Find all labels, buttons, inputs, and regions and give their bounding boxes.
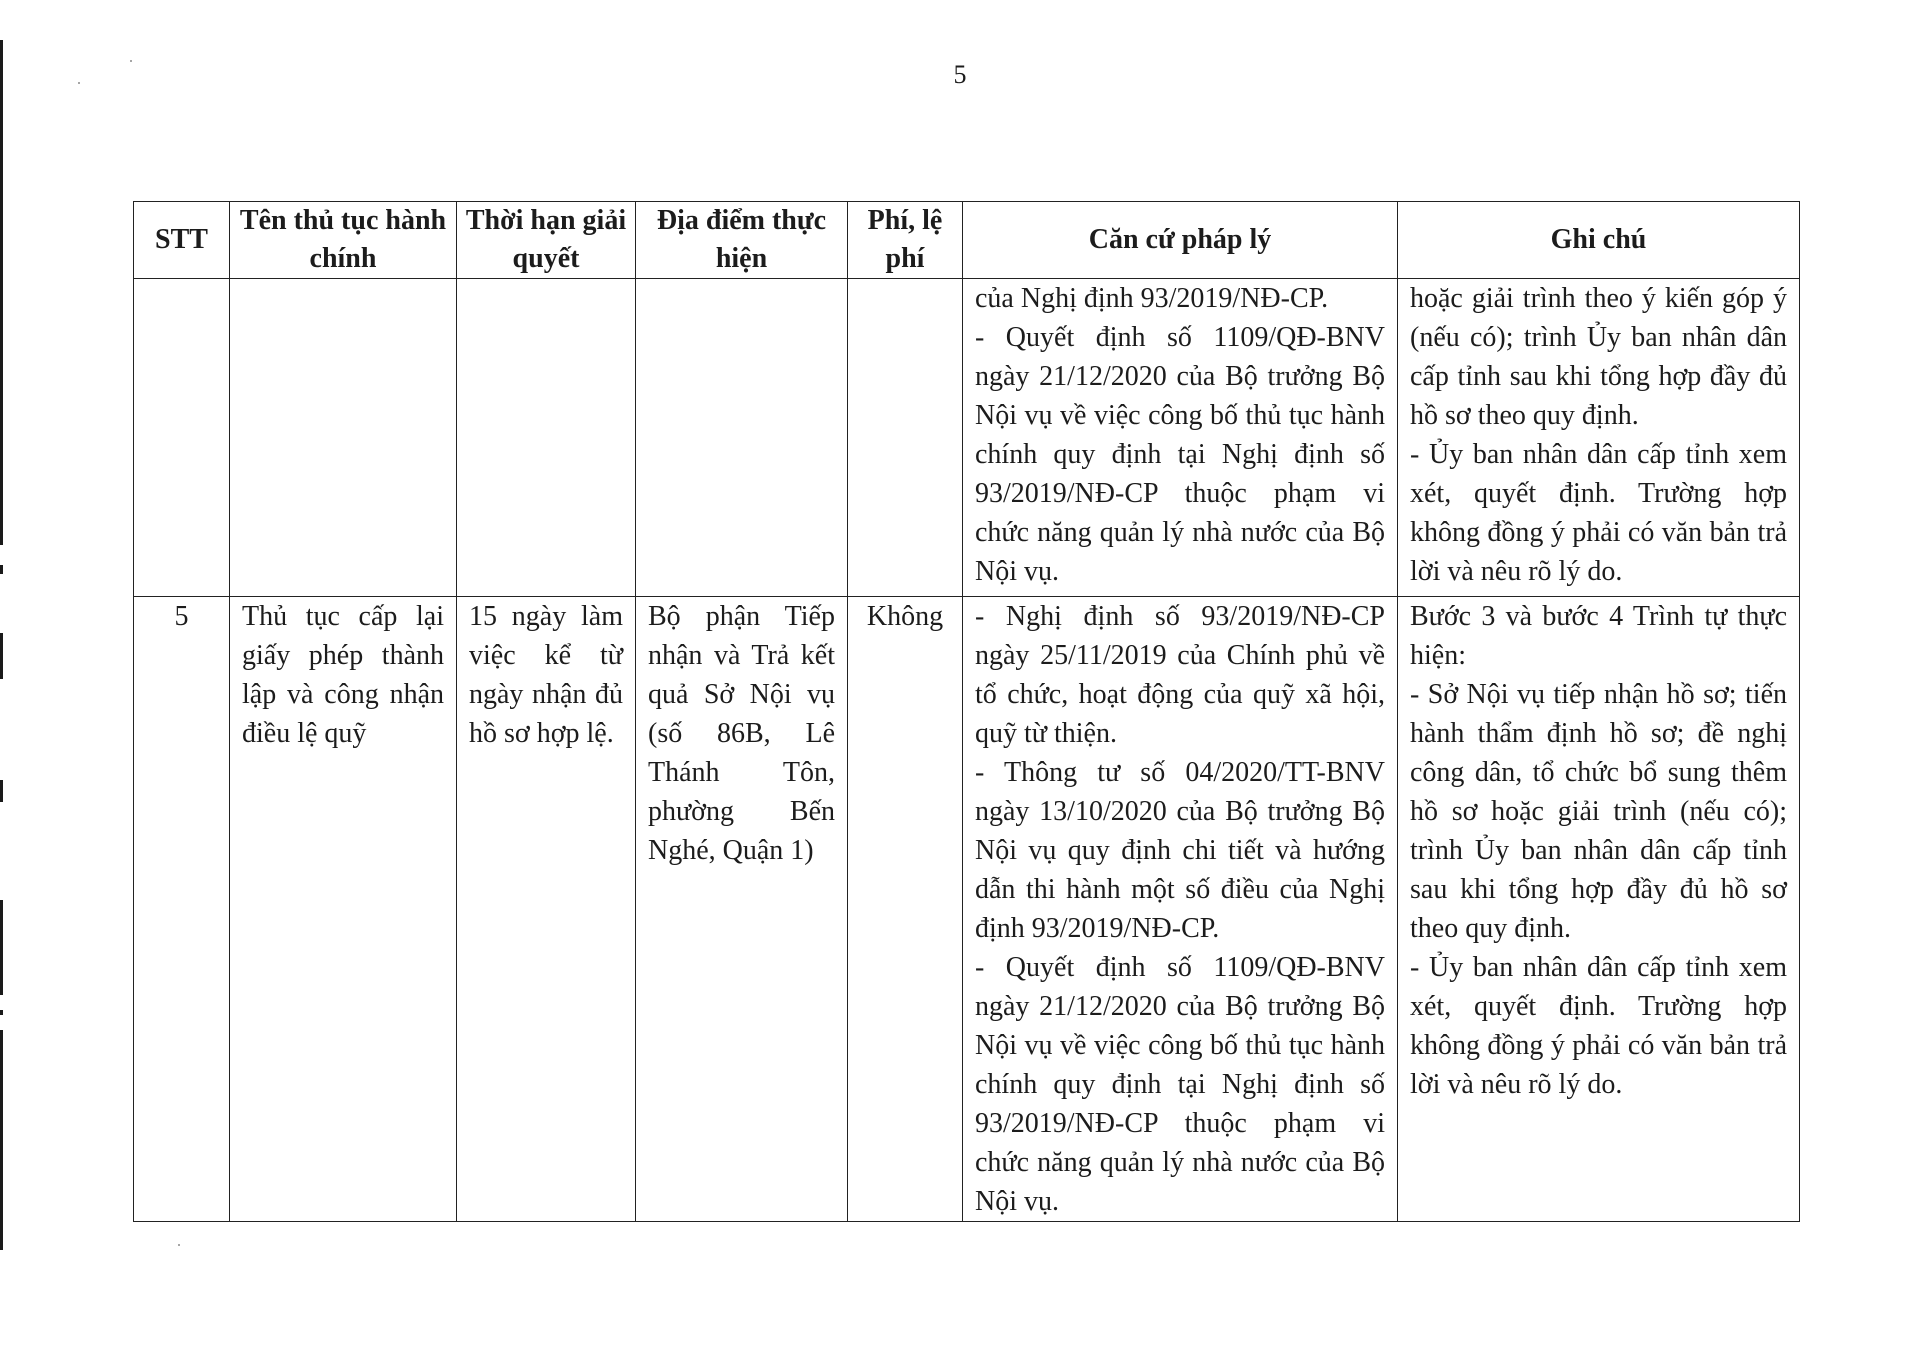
table-row xyxy=(134,597,1800,1222)
notes-line: - Sở Nội vụ tiếp nhận hồ sơ; tiến hành thẩm định hồ sơ; đề nghị công dân, tổ chức bổ sung thêm hồ sơ hoặc giải trình (nếu có); trình Ủy ban nhân dân cấp tỉnh sau khi tổng hợp đầy đủ hồ sơ theo quy định. xyxy=(1410,679,1787,944)
header-location: Địa điểm thực hiện xyxy=(636,202,848,279)
cell-legal-basis xyxy=(963,597,1398,1222)
notes-line: Bước 3 và bước 4 Trình tự thực hiện: xyxy=(1410,601,1787,671)
procedure-table xyxy=(133,201,1800,1222)
scan-edge-mark xyxy=(0,40,3,545)
header-stt: STT xyxy=(134,202,230,279)
cell-notes xyxy=(1398,597,1800,1222)
cell-fee: Không xyxy=(848,597,963,1222)
cell-procedure-name: Thủ tục cấp lại giấy phép thành lập và công nhận điều lệ quỹ xyxy=(230,597,457,1222)
header-legal-basis: Căn cứ pháp lý xyxy=(963,202,1398,279)
table-header-row xyxy=(134,202,1800,279)
page-number: 5 xyxy=(953,60,967,89)
scan-edge-mark xyxy=(0,633,3,679)
notes-line: - Ủy ban nhân dân cấp tỉnh xem xét, quyết định. Trường hợp không đồng ý phải có văn bản trả lời và nêu rõ lý do. xyxy=(1410,952,1787,1100)
scan-edge-mark xyxy=(0,1030,3,1250)
notes-line: hoặc giải trình theo ý kiến góp ý (nếu có); trình Ủy ban nhân dân cấp tỉnh sau khi tổng hợp đầy đủ hồ sơ theo quy định. xyxy=(1410,283,1787,431)
legal-basis-line: - Thông tư số 04/2020/TT-BNV ngày 13/10/2020 của Bộ trưởng Bộ Nội vụ quy định chi tiết và hướng dẫn thi hành một số điều của Nghị định 93/2019/NĐ-CP. xyxy=(975,757,1385,944)
header-deadline: Thời hạn giải quyết xyxy=(457,202,636,279)
cell-location xyxy=(636,279,848,597)
header-fee: Phí, lệ phí xyxy=(848,202,963,279)
header-procedure-name: Tên thủ tục hành chính xyxy=(230,202,457,279)
scan-edge-mark xyxy=(0,780,3,802)
notes-line: - Ủy ban nhân dân cấp tỉnh xem xét, quyết định. Trường hợp không đồng ý phải có văn bản trả lời và nêu rõ lý do. xyxy=(1410,439,1787,587)
cell-deadline xyxy=(457,279,636,597)
legal-basis-line: - Quyết định số 1109/QĐ-BNV ngày 21/12/2020 của Bộ trưởng Bộ Nội vụ về việc công bố thủ tục hành chính quy định tại Nghị định số 93/2019/NĐ-CP thuộc phạm vi chức năng quản lý nhà nước của Bộ Nội vụ. xyxy=(975,952,1385,1217)
cell-legal-basis xyxy=(963,279,1398,597)
scan-speck xyxy=(178,1244,180,1246)
scan-edge-mark xyxy=(0,1010,3,1015)
scan-edge-mark xyxy=(0,900,3,995)
cell-procedure-name xyxy=(230,279,457,597)
cell-deadline: 15 ngày làm việc kể từ ngày nhận đủ hồ sơ hợp lệ. xyxy=(457,597,636,1222)
table-row xyxy=(134,279,1800,597)
cell-notes xyxy=(1398,279,1800,597)
cell-stt xyxy=(134,279,230,597)
legal-basis-line: - Quyết định số 1109/QĐ-BNV ngày 21/12/2020 của Bộ trưởng Bộ Nội vụ về việc công bố thủ tục hành chính quy định tại Nghị định số 93/2019/NĐ-CP thuộc phạm vi chức năng quản lý nhà nước của Bộ Nội vụ. xyxy=(975,322,1385,587)
legal-basis-line: - Nghị định số 93/2019/NĐ-CP ngày 25/11/2019 của Chính phủ về tổ chức, hoạt động của quỹ xã hội, quỹ từ thiện. xyxy=(975,601,1385,749)
cell-stt: 5 xyxy=(134,597,230,1222)
cell-fee xyxy=(848,279,963,597)
scan-edge-mark xyxy=(0,565,3,574)
header-notes: Ghi chú xyxy=(1398,202,1800,279)
cell-location: Bộ phận Tiếp nhận và Trả kết quả Sở Nội vụ (số 86B, Lê Thánh Tôn, phường Bến Nghé, Quận 1) xyxy=(636,597,848,1222)
legal-basis-line: của Nghị định 93/2019/NĐ-CP. xyxy=(975,283,1329,314)
